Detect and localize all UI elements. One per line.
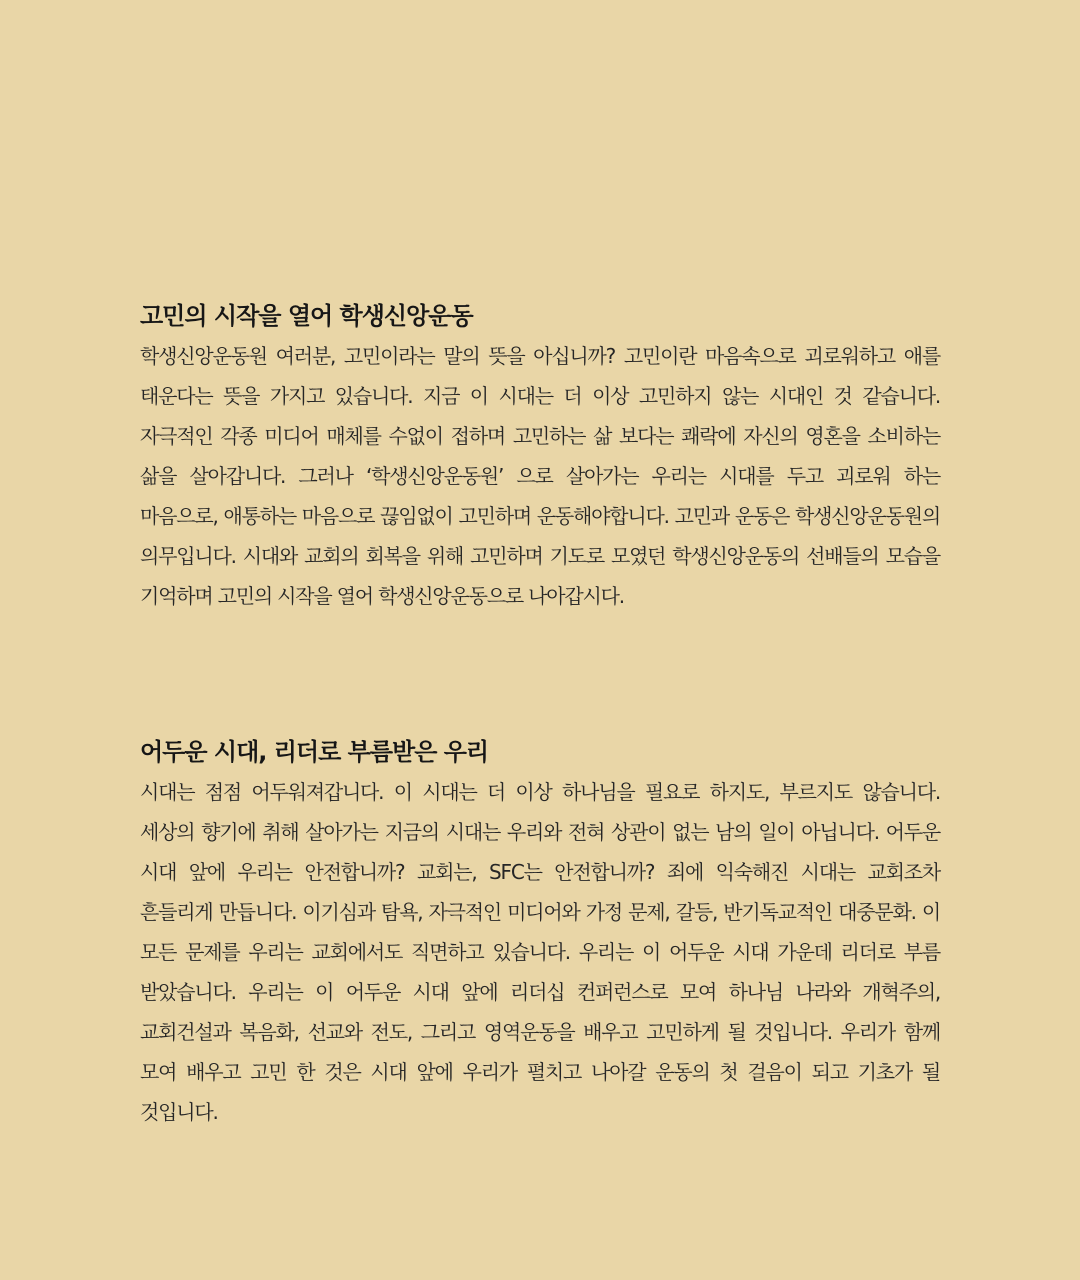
section-paragraph: 학생신앙운동원 여러분, 고민이라는 말의 뜻을 아십니까? 고민이란 마음속으로 괴로워하고 애를 태운다는 뜻을 가지고 있습니다. 지금 이 시대는 더 이상 고민하지 않는 시대인 것 같습니다. 자극적인 각종 미디어 매체를 수없이 접하며 고민하는 삶 보다는 쾌락에 자신의 영혼을 소비하는 삶을 살아갑니다. 그러나 ‘학생신앙운동원’ 으로 살아가는 우리는 시대를 두고 괴로워 하는 마음으로, 애통하는 마음으로 끊임없이 고민하며 운동해야합니다. 고민과 운동은 학생신앙운동원의 의무입니다. 시대와 교회의 회복을 위해 고민하며 기도로 모였던 학생신앙운동의 선배들의 모습을 기억하며 고민의 시작을 열어 학생신앙운동으로 나아갑시다. — [140, 344, 940, 608]
section-title: 어두운 시대, 리더로 부름받은 우리 — [140, 738, 489, 766]
section-called-leaders — [140, 732, 940, 1132]
section-title: 고민의 시작을 열어 학생신앙운동 — [140, 302, 473, 330]
section-paragraph: 시대는 점점 어두워져갑니다. 이 시대는 더 이상 하나님을 필요로 하지도, 부르지도 않습니다. 세상의 향기에 취해 살아가는 지금의 시대는 우리와 전혀 상관이 없는 남의 일이 아닙니다. 어두운 시대 앞에 우리는 안전합니까? 교회는, SFC는 안전합니까? 죄에 익숙해진 시대는 교회조차 흔들리게 만듭니다. 이기심과 탐욕, 자극적인 미디어와 가정 문제, 갈등, 반기독교적인 대중문화. 이 모든 문제를 우리는 교회에서도 직면하고 있습니다. 우리는 이 어두운 시대 가운데 리더로 부름 받았습니다. 우리는 이 어두운 시대 앞에 리더십 컨퍼런스로 모여 하나님 나라와 개혁주의, 교회건설과 복음화, 선교와 전도, 그리고 영역운동을 배우고 고민하게 될 것입니다. 우리가 함께 모여 배우고 고민 한 것은 시대 앞에 우리가 펼치고 나아갈 운동의 첫 걸음이 되고 기초가 될 것입니다. — [140, 780, 940, 1124]
section-seeking-start — [140, 296, 940, 616]
